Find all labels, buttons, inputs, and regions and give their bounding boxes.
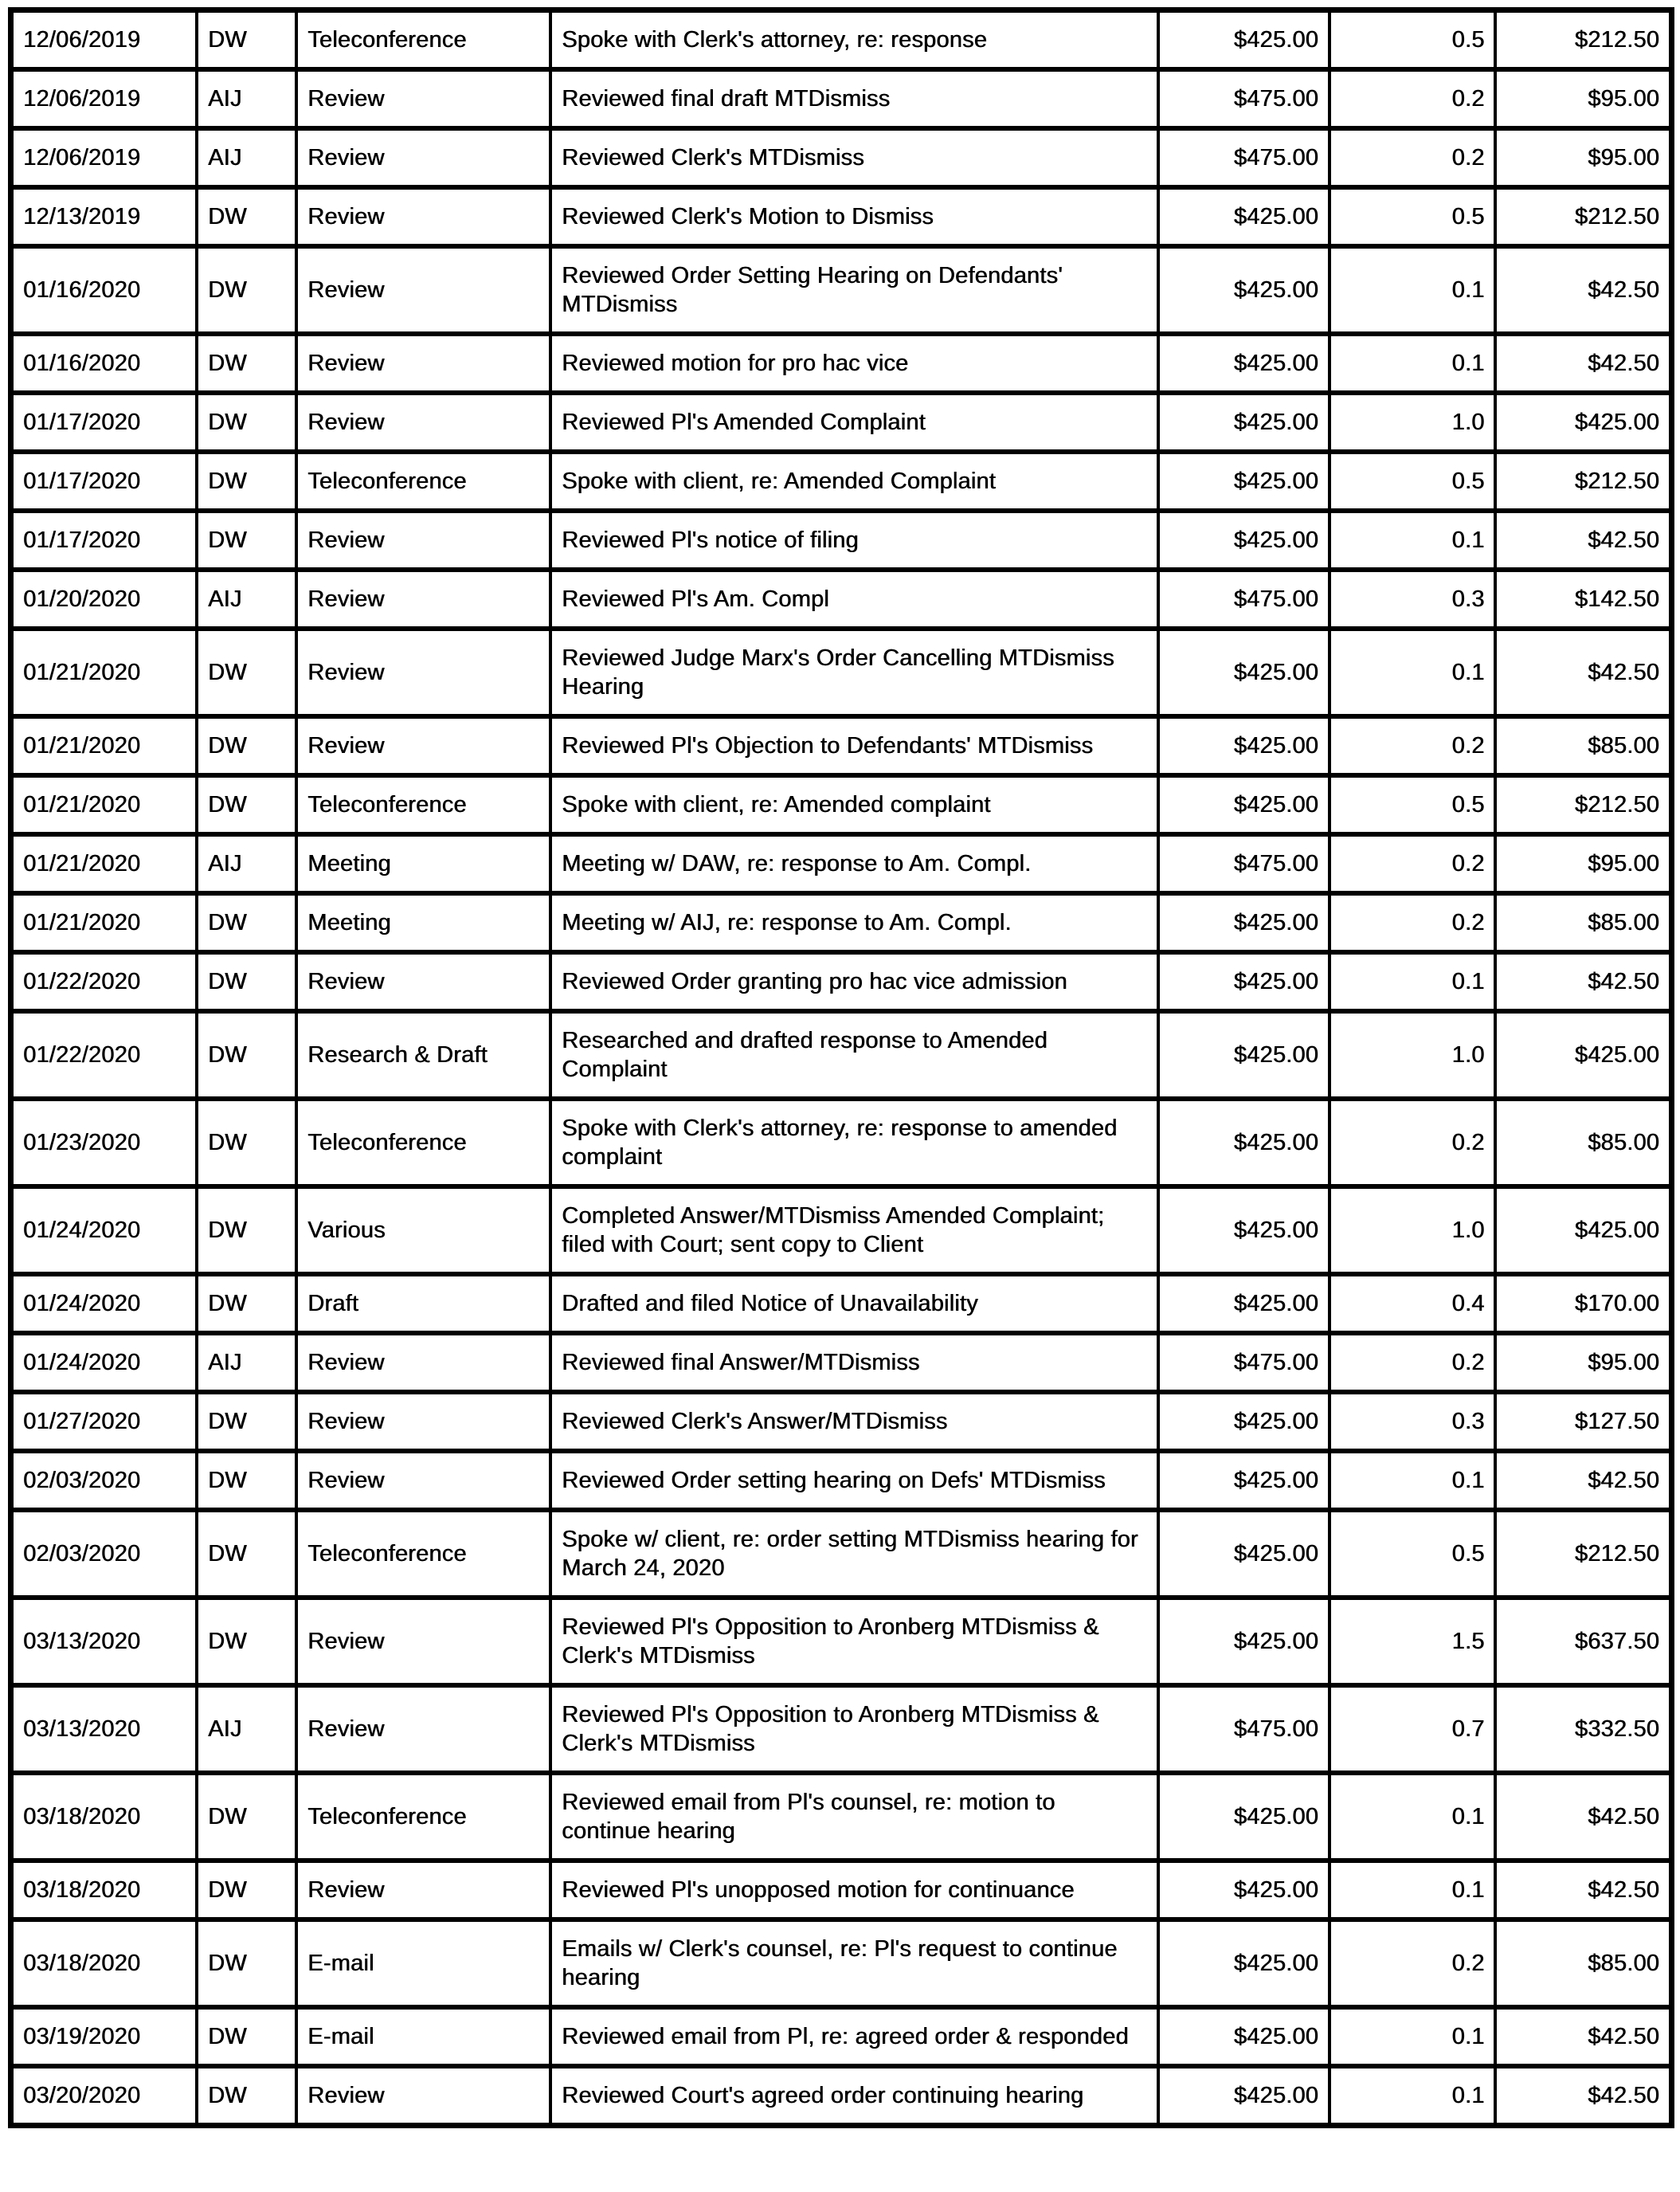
description-cell: Reviewed final draft MTDismiss (550, 69, 1158, 128)
amount-cell: $42.50 (1495, 1861, 1671, 1919)
description-cell: Meeting w/ AIJ, re: response to Am. Compl. (550, 893, 1158, 952)
date-cell: 01/17/2020 (11, 393, 198, 452)
amount-cell: $127.50 (1495, 1392, 1671, 1451)
rate-cell: $425.00 (1158, 1919, 1330, 2007)
description-cell: Reviewed Pl's Am. Compl (550, 570, 1158, 629)
activity-cell: Review (296, 570, 550, 629)
initials-cell: DW (197, 10, 296, 70)
initials-cell: DW (197, 775, 296, 834)
description-cell: Reviewed Clerk's Motion to Dismiss (550, 187, 1158, 246)
rate-cell: $475.00 (1158, 834, 1330, 893)
hours-cell: 0.4 (1330, 1274, 1496, 1333)
amount-cell: $95.00 (1495, 128, 1671, 187)
date-cell: 01/24/2020 (11, 1333, 198, 1392)
table-row (11, 1451, 1672, 1510)
date-cell: 01/21/2020 (11, 716, 198, 775)
table-row (11, 1274, 1672, 1333)
amount-cell: $142.50 (1495, 570, 1671, 629)
table-row (11, 393, 1672, 452)
description-cell: Reviewed Court's agreed order continuing hearing (550, 2066, 1158, 2126)
table-row (11, 1392, 1672, 1451)
activity-cell: Review (296, 511, 550, 570)
description-cell: Reviewed Pl's Opposition to Aronberg MTDismiss & Clerk's MTDismiss (550, 1598, 1158, 1685)
description-cell: Drafted and filed Notice of Unavailability (550, 1274, 1158, 1333)
amount-cell: $95.00 (1495, 69, 1671, 128)
description-cell: Reviewed Pl's Objection to Defendants' MTDismiss (550, 716, 1158, 775)
activity-cell: Review (296, 629, 550, 716)
amount-cell: $212.50 (1495, 1510, 1671, 1598)
table-row (11, 1598, 1672, 1685)
description-cell: Spoke with Clerk's attorney, re: response to amended complaint (550, 1099, 1158, 1186)
amount-cell: $42.50 (1495, 246, 1671, 334)
rate-cell: $425.00 (1158, 246, 1330, 334)
description-cell: Reviewed Clerk's Answer/MTDismiss (550, 1392, 1158, 1451)
initials-cell: DW (197, 1186, 296, 1274)
table-row (11, 1685, 1672, 1773)
initials-cell: AIJ (197, 1333, 296, 1392)
hours-cell: 0.5 (1330, 775, 1496, 834)
activity-cell: Review (296, 1861, 550, 1919)
date-cell: 01/20/2020 (11, 570, 198, 629)
activity-cell: Meeting (296, 893, 550, 952)
initials-cell: DW (197, 716, 296, 775)
date-cell: 02/03/2020 (11, 1451, 198, 1510)
rate-cell: $425.00 (1158, 1451, 1330, 1510)
initials-cell: DW (197, 452, 296, 511)
hours-cell: 1.0 (1330, 393, 1496, 452)
table-row (11, 716, 1672, 775)
rate-cell: $425.00 (1158, 2066, 1330, 2126)
hours-cell: 0.3 (1330, 570, 1496, 629)
description-cell: Reviewed Order granting pro hac vice admission (550, 952, 1158, 1011)
hours-cell: 0.5 (1330, 10, 1496, 70)
initials-cell: DW (197, 893, 296, 952)
table-row (11, 1186, 1672, 1274)
hours-cell: 0.1 (1330, 1451, 1496, 1510)
description-cell: Spoke with client, re: Amended complaint (550, 775, 1158, 834)
description-cell: Reviewed Pl's Amended Complaint (550, 393, 1158, 452)
amount-cell: $212.50 (1495, 10, 1671, 70)
hours-cell: 0.3 (1330, 1392, 1496, 1451)
rate-cell: $425.00 (1158, 1510, 1330, 1598)
initials-cell: DW (197, 1861, 296, 1919)
amount-cell: $85.00 (1495, 1099, 1671, 1186)
activity-cell: Review (296, 1685, 550, 1773)
activity-cell: Review (296, 393, 550, 452)
date-cell: 01/16/2020 (11, 246, 198, 334)
date-cell: 03/13/2020 (11, 1598, 198, 1685)
hours-cell: 0.2 (1330, 69, 1496, 128)
date-cell: 02/03/2020 (11, 1510, 198, 1598)
table-row (11, 1919, 1672, 2007)
initials-cell: DW (197, 1274, 296, 1333)
activity-cell: Review (296, 716, 550, 775)
activity-cell: Teleconference (296, 10, 550, 70)
initials-cell: DW (197, 1099, 296, 1186)
hours-cell: 0.2 (1330, 834, 1496, 893)
table-row (11, 246, 1672, 334)
initials-cell: DW (197, 2066, 296, 2126)
hours-cell: 0.1 (1330, 629, 1496, 716)
hours-cell: 0.7 (1330, 1685, 1496, 1773)
amount-cell: $42.50 (1495, 1451, 1671, 1510)
hours-cell: 0.5 (1330, 1510, 1496, 1598)
amount-cell: $212.50 (1495, 187, 1671, 246)
date-cell: 01/24/2020 (11, 1186, 198, 1274)
initials-cell: DW (197, 334, 296, 393)
initials-cell: DW (197, 1510, 296, 1598)
initials-cell: DW (197, 1919, 296, 2007)
amount-cell: $42.50 (1495, 1773, 1671, 1861)
activity-cell: Teleconference (296, 1510, 550, 1598)
activity-cell: Meeting (296, 834, 550, 893)
activity-cell: E-mail (296, 1919, 550, 2007)
activity-cell: Review (296, 334, 550, 393)
description-cell: Reviewed email from Pl's counsel, re: motion to continue hearing (550, 1773, 1158, 1861)
description-cell: Spoke w/ client, re: order setting MTDismiss hearing for March 24, 2020 (550, 1510, 1158, 1598)
rate-cell: $425.00 (1158, 393, 1330, 452)
activity-cell: Review (296, 187, 550, 246)
activity-cell: Teleconference (296, 1099, 550, 1186)
amount-cell: $42.50 (1495, 2066, 1671, 2126)
table-row (11, 511, 1672, 570)
initials-cell: DW (197, 1011, 296, 1099)
date-cell: 01/23/2020 (11, 1099, 198, 1186)
activity-cell: Review (296, 1392, 550, 1451)
hours-cell: 0.2 (1330, 1099, 1496, 1186)
description-cell: Reviewed Judge Marx's Order Cancelling MTDismiss Hearing (550, 629, 1158, 716)
rate-cell: $475.00 (1158, 1333, 1330, 1392)
table-row (11, 1099, 1672, 1186)
date-cell: 12/13/2019 (11, 187, 198, 246)
rate-cell: $475.00 (1158, 570, 1330, 629)
amount-cell: $42.50 (1495, 952, 1671, 1011)
initials-cell: AIJ (197, 69, 296, 128)
date-cell: 12/06/2019 (11, 10, 198, 70)
initials-cell: AIJ (197, 1685, 296, 1773)
activity-cell: Various (296, 1186, 550, 1274)
table-row (11, 187, 1672, 246)
table-row (11, 1510, 1672, 1598)
amount-cell: $637.50 (1495, 1598, 1671, 1685)
description-cell: Emails w/ Clerk's counsel, re: Pl's request to continue hearing (550, 1919, 1158, 2007)
table-row (11, 893, 1672, 952)
rate-cell: $425.00 (1158, 1186, 1330, 1274)
billing-table-body (11, 10, 1672, 2126)
date-cell: 01/21/2020 (11, 629, 198, 716)
description-cell: Reviewed Clerk's MTDismiss (550, 128, 1158, 187)
initials-cell: DW (197, 2007, 296, 2066)
date-cell: 03/13/2020 (11, 1685, 198, 1773)
date-cell: 03/20/2020 (11, 2066, 198, 2126)
table-row (11, 1011, 1672, 1099)
description-cell: Reviewed motion for pro hac vice (550, 334, 1158, 393)
rate-cell: $425.00 (1158, 1099, 1330, 1186)
hours-cell: 0.1 (1330, 1861, 1496, 1919)
amount-cell: $42.50 (1495, 2007, 1671, 2066)
activity-cell: Review (296, 2066, 550, 2126)
activity-cell: Review (296, 1451, 550, 1510)
date-cell: 03/19/2020 (11, 2007, 198, 2066)
amount-cell: $332.50 (1495, 1685, 1671, 1773)
date-cell: 01/21/2020 (11, 834, 198, 893)
date-cell: 01/22/2020 (11, 1011, 198, 1099)
description-cell: Reviewed final Answer/MTDismiss (550, 1333, 1158, 1392)
rate-cell: $425.00 (1158, 511, 1330, 570)
rate-cell: $475.00 (1158, 1685, 1330, 1773)
table-row (11, 334, 1672, 393)
date-cell: 01/16/2020 (11, 334, 198, 393)
amount-cell: $425.00 (1495, 1011, 1671, 1099)
activity-cell: Teleconference (296, 1773, 550, 1861)
rate-cell: $475.00 (1158, 128, 1330, 187)
hours-cell: 0.2 (1330, 716, 1496, 775)
date-cell: 01/17/2020 (11, 511, 198, 570)
description-cell: Spoke with client, re: Amended Complaint (550, 452, 1158, 511)
description-cell: Reviewed email from Pl, re: agreed order & responded (550, 2007, 1158, 2066)
table-row (11, 452, 1672, 511)
table-row (11, 10, 1672, 70)
activity-cell: E-mail (296, 2007, 550, 2066)
amount-cell: $42.50 (1495, 334, 1671, 393)
billing-table (8, 7, 1674, 2128)
date-cell: 01/21/2020 (11, 775, 198, 834)
description-cell: Researched and drafted response to Amended Complaint (550, 1011, 1158, 1099)
amount-cell: $212.50 (1495, 775, 1671, 834)
table-row (11, 629, 1672, 716)
rate-cell: $425.00 (1158, 1861, 1330, 1919)
activity-cell: Research & Draft (296, 1011, 550, 1099)
rate-cell: $425.00 (1158, 1598, 1330, 1685)
amount-cell: $85.00 (1495, 893, 1671, 952)
table-row (11, 834, 1672, 893)
amount-cell: $425.00 (1495, 1186, 1671, 1274)
amount-cell: $95.00 (1495, 834, 1671, 893)
amount-cell: $85.00 (1495, 1919, 1671, 2007)
rate-cell: $425.00 (1158, 629, 1330, 716)
initials-cell: DW (197, 1598, 296, 1685)
amount-cell: $42.50 (1495, 629, 1671, 716)
hours-cell: 0.1 (1330, 334, 1496, 393)
rate-cell: $425.00 (1158, 10, 1330, 70)
initials-cell: DW (197, 511, 296, 570)
hours-cell: 0.1 (1330, 511, 1496, 570)
activity-cell: Teleconference (296, 775, 550, 834)
initials-cell: DW (197, 187, 296, 246)
amount-cell: $85.00 (1495, 716, 1671, 775)
description-cell: Reviewed Order setting hearing on Defs' MTDismiss (550, 1451, 1158, 1510)
amount-cell: $95.00 (1495, 1333, 1671, 1392)
hours-cell: 0.2 (1330, 128, 1496, 187)
rate-cell: $425.00 (1158, 187, 1330, 246)
date-cell: 01/27/2020 (11, 1392, 198, 1451)
date-cell: 01/24/2020 (11, 1274, 198, 1333)
date-cell: 03/18/2020 (11, 1773, 198, 1861)
table-row (11, 1773, 1672, 1861)
hours-cell: 0.2 (1330, 893, 1496, 952)
initials-cell: AIJ (197, 570, 296, 629)
activity-cell: Review (296, 952, 550, 1011)
date-cell: 01/21/2020 (11, 893, 198, 952)
description-cell: Completed Answer/MTDismiss Amended Complaint; filed with Court; sent copy to Client (550, 1186, 1158, 1274)
rate-cell: $425.00 (1158, 775, 1330, 834)
hours-cell: 0.5 (1330, 187, 1496, 246)
activity-cell: Teleconference (296, 452, 550, 511)
rate-cell: $425.00 (1158, 334, 1330, 393)
initials-cell: DW (197, 952, 296, 1011)
rate-cell: $425.00 (1158, 452, 1330, 511)
initials-cell: DW (197, 1392, 296, 1451)
date-cell: 12/06/2019 (11, 128, 198, 187)
rate-cell: $475.00 (1158, 69, 1330, 128)
initials-cell: DW (197, 629, 296, 716)
hours-cell: 0.1 (1330, 2066, 1496, 2126)
activity-cell: Review (296, 246, 550, 334)
table-row (11, 1333, 1672, 1392)
rate-cell: $425.00 (1158, 2007, 1330, 2066)
activity-cell: Review (296, 128, 550, 187)
date-cell: 01/22/2020 (11, 952, 198, 1011)
activity-cell: Review (296, 69, 550, 128)
hours-cell: 0.1 (1330, 246, 1496, 334)
rate-cell: $425.00 (1158, 1773, 1330, 1861)
rate-cell: $425.00 (1158, 1274, 1330, 1333)
description-cell: Reviewed Pl's notice of filing (550, 511, 1158, 570)
initials-cell: AIJ (197, 834, 296, 893)
description-cell: Meeting w/ DAW, re: response to Am. Compl. (550, 834, 1158, 893)
rate-cell: $425.00 (1158, 893, 1330, 952)
hours-cell: 0.1 (1330, 1773, 1496, 1861)
initials-cell: DW (197, 246, 296, 334)
description-cell: Spoke with Clerk's attorney, re: response (550, 10, 1158, 70)
rate-cell: $425.00 (1158, 952, 1330, 1011)
amount-cell: $425.00 (1495, 393, 1671, 452)
activity-cell: Review (296, 1333, 550, 1392)
table-row (11, 128, 1672, 187)
amount-cell: $212.50 (1495, 452, 1671, 511)
description-cell: Reviewed Pl's Opposition to Aronberg MTDismiss & Clerk's MTDismiss (550, 1685, 1158, 1773)
rate-cell: $425.00 (1158, 716, 1330, 775)
hours-cell: 1.0 (1330, 1011, 1496, 1099)
date-cell: 01/17/2020 (11, 452, 198, 511)
table-row (11, 2007, 1672, 2066)
initials-cell: DW (197, 1451, 296, 1510)
table-row (11, 775, 1672, 834)
hours-cell: 0.1 (1330, 2007, 1496, 2066)
table-row (11, 570, 1672, 629)
amount-cell: $170.00 (1495, 1274, 1671, 1333)
table-row (11, 2066, 1672, 2126)
table-row (11, 952, 1672, 1011)
rate-cell: $425.00 (1158, 1011, 1330, 1099)
amount-cell: $42.50 (1495, 511, 1671, 570)
rate-cell: $425.00 (1158, 1392, 1330, 1451)
date-cell: 03/18/2020 (11, 1861, 198, 1919)
initials-cell: DW (197, 1773, 296, 1861)
activity-cell: Review (296, 1598, 550, 1685)
description-cell: Reviewed Pl's unopposed motion for continuance (550, 1861, 1158, 1919)
hours-cell: 0.1 (1330, 952, 1496, 1011)
hours-cell: 0.2 (1330, 1919, 1496, 2007)
hours-cell: 0.2 (1330, 1333, 1496, 1392)
activity-cell: Draft (296, 1274, 550, 1333)
table-row (11, 1861, 1672, 1919)
hours-cell: 0.5 (1330, 452, 1496, 511)
date-cell: 03/18/2020 (11, 1919, 198, 2007)
table-row (11, 69, 1672, 128)
hours-cell: 1.5 (1330, 1598, 1496, 1685)
initials-cell: DW (197, 393, 296, 452)
description-cell: Reviewed Order Setting Hearing on Defendants' MTDismiss (550, 246, 1158, 334)
hours-cell: 1.0 (1330, 1186, 1496, 1274)
date-cell: 12/06/2019 (11, 69, 198, 128)
initials-cell: AIJ (197, 128, 296, 187)
